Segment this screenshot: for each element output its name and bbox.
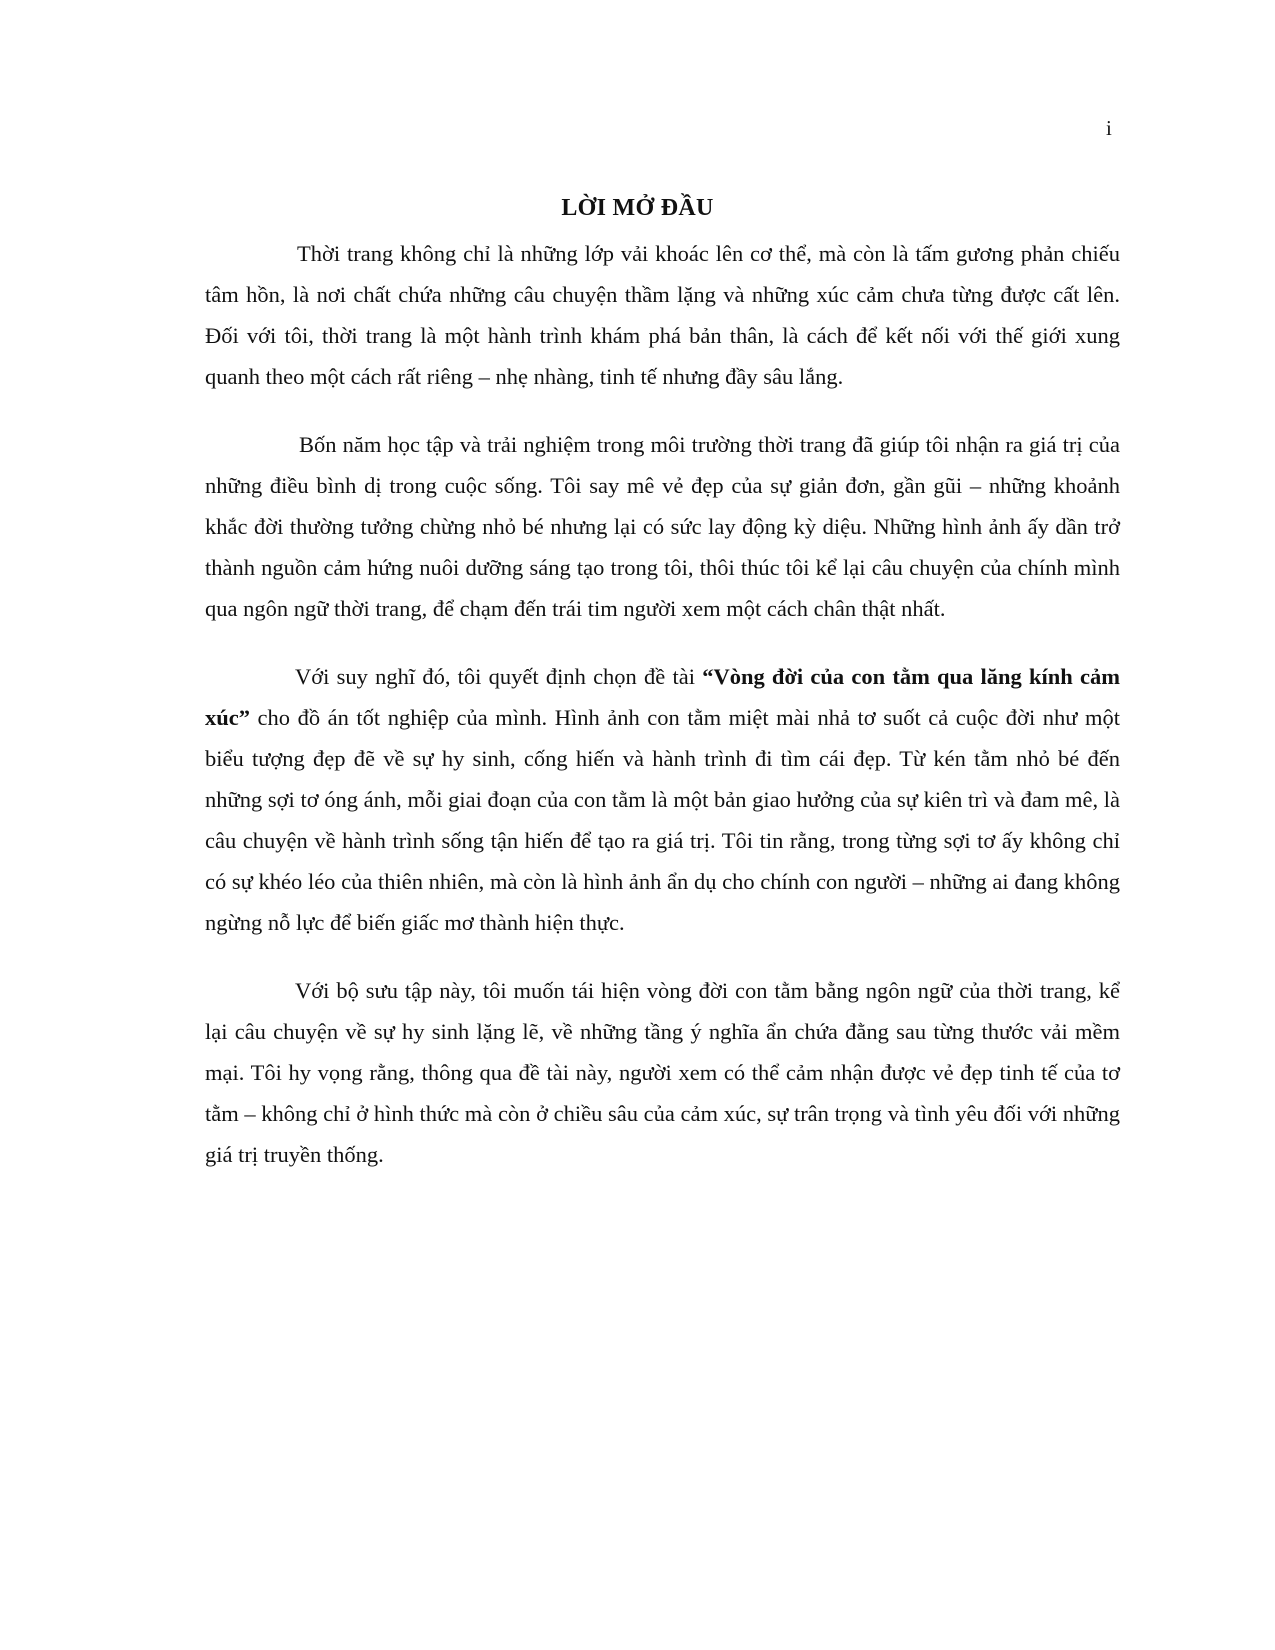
topic-rest-text: cho đồ án tốt nghiệp của mình. Hình ảnh con tằm miệt mài nhả tơ suốt cả cuộc đời như một biểu tượng đẹp đẽ về sự hy sinh, cống hiến và hành trình đi tìm cái đẹp. Từ kén tằm nhỏ bé đến những sợi tơ óng ánh, mỗi giai đoạn của con tằm là một bản giao hưởng của sự kiên trì và đam mê, là câu chuyện về hành trình sống tận hiến để tạo ra giá trị. Tôi tin rằng, trong từng sợi tơ ấy không chỉ có sự khéo léo của thiên nhiên, mà còn là hình ảnh ẩn dụ cho chính con người – những ai đang không ngừng nỗ lực để biến giấc mơ thành hiện thực. <box>205 705 1120 935</box>
paragraph-collection: Với bộ sưu tập này, tôi muốn tái hiện vòng đời con tằm bằng ngôn ngữ của thời trang, kể lại câu chuyện về sự hy sinh lặng lẽ, về những tầng ý nghĩa ẩn chứa đằng sau từng thước vải mềm mại. Tôi hy vọng rằng, thông qua đề tài này, người xem có thể cảm nhận được vẻ đẹp tinh tế của tơ tằm – không chỉ ở hình thức mà còn ở chiều sâu của cảm xúc, sự trân trọng và tình yêu đối với những giá trị truyền thống. <box>205 978 1120 1167</box>
paragraph-topic-choice <box>205 656 1120 943</box>
topic-title-emphasis: “Vòng đời của con tằm qua lăng kính cảm xúc” <box>205 664 1121 730</box>
topic-lead-text: Với suy nghĩ đó, tôi quyết định chọn đề tài <box>295 664 703 689</box>
paragraph-intro: Thời trang không chỉ là những lớp vải khoác lên cơ thể, mà còn là tấm gương phản chiếu tâm hồn, là nơi chất chứa những câu chuyện thầm lặng và những xúc cảm chưa từng được cất lên. Đối với tôi, thời trang là một hành trình khám phá bản thân, là cách để kết nối với thế giới xung quanh theo một cách rất riêng – nhẹ nhàng, tinh tế nhưng đầy sâu lắng. <box>205 241 1120 389</box>
document-body <box>205 233 1120 1202</box>
page-title: LỜI MỞ ĐẦU <box>561 195 714 222</box>
page-number: i <box>1106 116 1112 140</box>
paragraph-study-experience: Bốn năm học tập và trải nghiệm trong môi trường thời trang đã giúp tôi nhận ra giá trị của những điều bình dị trong cuộc sống. Tôi say mê vẻ đẹp của sự giản đơn, gần gũi – những khoảnh khắc đời thường tưởng chừng nhỏ bé nhưng lại có sức lay động kỳ diệu. Những hình ảnh ấy dần trở thành nguồn cảm hứng nuôi dưỡng sáng tạo trong tôi, thôi thúc tôi kể lại câu chuyện của chính mình qua ngôn ngữ thời trang, để chạm đến trái tim người xem một cách chân thật nhất. <box>205 432 1120 621</box>
